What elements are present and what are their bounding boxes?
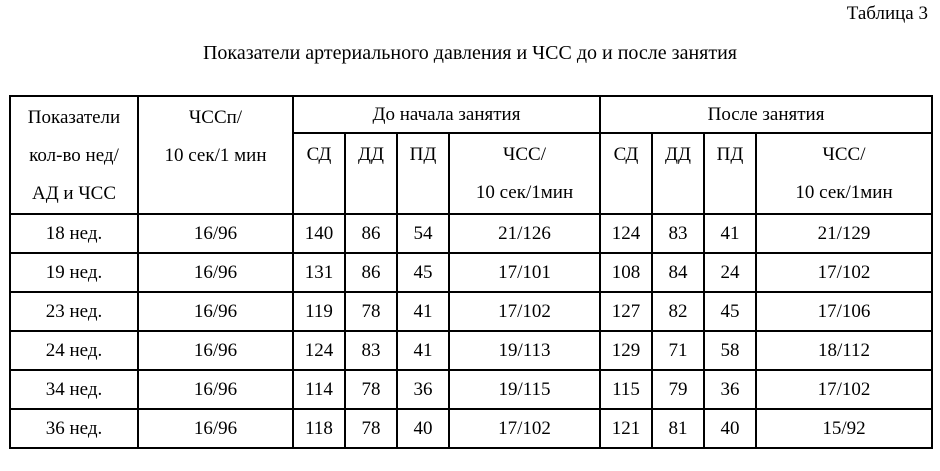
cell-before-hr: 17/102 <box>449 409 600 448</box>
cell-before-sd: 140 <box>293 214 345 253</box>
cell-after-dd: 79 <box>652 370 704 409</box>
header-resting-hr-line-2: 10 сек/1 мин <box>164 145 267 166</box>
cell-after-sd: 115 <box>600 370 652 409</box>
table-row <box>10 331 932 370</box>
cell-before-hr: 19/113 <box>449 331 600 370</box>
cell-after-pd: 41 <box>704 214 756 253</box>
cell-before-dd: 86 <box>345 214 397 253</box>
header-before-hr-line-2: 10 сек/1мин <box>475 182 574 203</box>
cell-before-pd: 41 <box>397 331 449 370</box>
cell-after-hr: 18/112 <box>756 331 932 370</box>
cell-after-pd: 40 <box>704 409 756 448</box>
cell-before-pd: 40 <box>397 409 449 448</box>
cell-before-sd: 119 <box>293 292 345 331</box>
cell-weeks: 19 нед. <box>10 253 138 292</box>
header-indicators-line-1: Показатели <box>27 107 121 128</box>
cell-after-sd: 129 <box>600 331 652 370</box>
header-after-dd: ДД <box>652 133 704 214</box>
cell-before-pd: 41 <box>397 292 449 331</box>
cell-after-sd: 127 <box>600 292 652 331</box>
cell-before-hr: 17/101 <box>449 253 600 292</box>
header-before-hr-line-1: ЧСС/ <box>503 144 546 165</box>
cell-before-sd: 114 <box>293 370 345 409</box>
cell-before-dd: 78 <box>345 409 397 448</box>
table-caption: Показатели артериального давления и ЧСС до и после занятия <box>202 42 737 64</box>
header-before-sd: СД <box>293 133 345 214</box>
header-indicators-line-2: кол-во нед/ <box>29 145 119 166</box>
header-indicators-line-3: АД и ЧСС <box>31 183 117 204</box>
cell-before-hr: 21/126 <box>449 214 600 253</box>
table-row <box>10 370 932 409</box>
cell-resting-hr: 16/96 <box>138 253 293 292</box>
cell-after-dd: 81 <box>652 409 704 448</box>
cell-weeks: 18 нед. <box>10 214 138 253</box>
cell-before-dd: 86 <box>345 253 397 292</box>
table-number-label: Таблица 3 <box>846 3 928 24</box>
cell-weeks: 23 нед. <box>10 292 138 331</box>
cell-resting-hr: 16/96 <box>138 214 293 253</box>
header-after-pd: ПД <box>704 133 756 214</box>
cell-before-dd: 83 <box>345 331 397 370</box>
table-body <box>10 96 932 448</box>
header-after-hr <box>756 133 932 214</box>
cell-after-pd: 58 <box>704 331 756 370</box>
cell-weeks: 34 нед. <box>10 370 138 409</box>
cell-before-pd: 36 <box>397 370 449 409</box>
cell-resting-hr: 16/96 <box>138 331 293 370</box>
cell-after-dd: 84 <box>652 253 704 292</box>
cell-before-sd: 124 <box>293 331 345 370</box>
cell-after-hr: 15/92 <box>756 409 932 448</box>
cell-before-hr: 17/102 <box>449 292 600 331</box>
table-row <box>10 214 932 253</box>
header-row-groups <box>10 96 932 133</box>
cell-before-pd: 45 <box>397 253 449 292</box>
cell-resting-hr: 16/96 <box>138 370 293 409</box>
header-after-hr-line-2: 10 сек/1мин <box>795 182 893 203</box>
cell-after-pd: 36 <box>704 370 756 409</box>
cell-before-sd: 131 <box>293 253 345 292</box>
blood-pressure-table <box>9 95 933 449</box>
cell-after-dd: 83 <box>652 214 704 253</box>
cell-before-sd: 118 <box>293 409 345 448</box>
cell-before-dd: 78 <box>345 292 397 331</box>
table-row <box>10 409 932 448</box>
cell-after-dd: 82 <box>652 292 704 331</box>
cell-after-hr: 17/106 <box>756 292 932 331</box>
cell-after-sd: 121 <box>600 409 652 448</box>
cell-before-pd: 54 <box>397 214 449 253</box>
cell-after-hr: 17/102 <box>756 370 932 409</box>
cell-after-pd: 45 <box>704 292 756 331</box>
header-after-sd: СД <box>600 133 652 214</box>
cell-after-dd: 71 <box>652 331 704 370</box>
table-row <box>10 253 932 292</box>
cell-resting-hr: 16/96 <box>138 409 293 448</box>
cell-after-pd: 24 <box>704 253 756 292</box>
header-before-pd: ПД <box>397 133 449 214</box>
cell-weeks: 36 нед. <box>10 409 138 448</box>
cell-after-hr: 21/129 <box>756 214 932 253</box>
header-indicators <box>10 96 138 214</box>
cell-resting-hr: 16/96 <box>138 292 293 331</box>
table-row <box>10 292 932 331</box>
cell-before-hr: 19/115 <box>449 370 600 409</box>
header-after-hr-line-1: ЧСС/ <box>822 144 866 165</box>
cell-after-sd: 124 <box>600 214 652 253</box>
header-before-session: До начала занятия <box>293 96 600 133</box>
header-before-dd: ДД <box>345 133 397 214</box>
cell-weeks: 24 нед. <box>10 331 138 370</box>
cell-after-hr: 17/102 <box>756 253 932 292</box>
header-resting-hr-line-1: ЧССп/ <box>188 107 243 128</box>
cell-before-dd: 78 <box>345 370 397 409</box>
cell-after-sd: 108 <box>600 253 652 292</box>
header-resting-hr <box>138 96 293 214</box>
header-after-session: После занятия <box>600 96 932 133</box>
header-before-hr <box>449 133 600 214</box>
